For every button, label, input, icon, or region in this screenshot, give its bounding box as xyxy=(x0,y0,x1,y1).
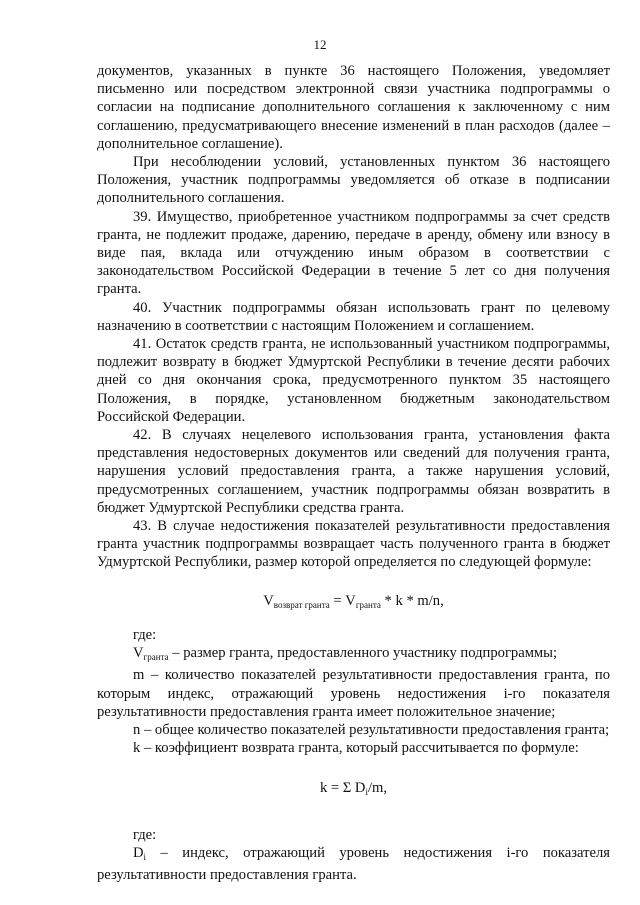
definition-m: m – количество показателей результативности предоставления гранта, по которым индекс, отражающий уровень недостижения i-го показателя результативности предоставления гранта имеет положительное значение; xyxy=(97,667,610,720)
definition-d-text: – индекс, отражающий уровень недостижения i-го показателя результативности предоставления гранта. xyxy=(97,844,610,883)
paragraph-continuation: документов, указанных в пункте 36 настоящего Положения, уведомляет письменно или посредством электронной связи участника подпрограммы о согласии на подписание дополнительного соглашения к заключенному с ним соглашению, предусматривающего внесение изменений в план расходов (далее – дополнительное соглашение). xyxy=(97,63,610,152)
paragraph-42: 42. В случаях нецелевого использования гранта, установления факта представления недостоверных документов или сведений для получения гранта, нарушения условий предоставления гранта, а также нарушения условий, предусмотренных соглашением, участник подпрограммы обязан возвратить в бюджет Удмуртской Республики средства гранта. xyxy=(97,427,610,516)
formula-k-sub: i xyxy=(365,787,368,798)
formula-refund xyxy=(97,592,610,614)
formula-k-post: /m, xyxy=(367,780,388,797)
document-body xyxy=(97,62,610,884)
paragraph-40: 40. Участник подпрограммы обязан использовать грант по целевому назначению в соответствии с настоящим Положением и соглашением. xyxy=(97,299,610,334)
formula-v: V xyxy=(263,592,274,609)
definition-n: n – общее количество показателей результативности предоставления гранта; xyxy=(133,721,610,738)
paragraph-41: 41. Остаток средств гранта, не использованный участником подпрограммы, подлежит возврату в бюджет Удмуртской Республики в течение десяти рабочих дней со дня окончания срока, предусмотренного пунктом 35 настоящего Положения, в порядке, установленном бюджетным законодательством Российской Федерации. xyxy=(97,336,610,425)
formula-k xyxy=(97,779,610,801)
formula-rest: * k * m/n, xyxy=(380,592,444,609)
definition-v xyxy=(97,644,610,666)
formula-sub-right: гранта xyxy=(355,599,381,610)
definition-d-subscript: i xyxy=(143,851,147,862)
where-label-2: где: xyxy=(133,826,157,843)
definition-d xyxy=(97,844,610,884)
formula-eq: = V xyxy=(329,592,356,609)
page-number: 12 xyxy=(313,37,327,52)
definition-symbol: V xyxy=(133,645,144,662)
definition-k: k – коэффициент возврата гранта, который рассчитывается по формуле: xyxy=(133,740,579,757)
paragraph-43: 43. В случае недостижения показателей результативности предоставления гранта участник подпрограммы возвращает часть полученного гранта в бюджет Удмуртской Республики, размер которой определяется по следующей формуле: xyxy=(97,518,610,571)
definition-d-symbol: D xyxy=(133,844,144,861)
definition-text: – размер гранта, предоставленного участнику подпрограммы; xyxy=(168,645,558,662)
paragraph-39: 39. Имущество, приобретенное участником подпрограммы за счет средств гранта, не подлежит продаже, дарению, передаче в аренду, обмену или взносу в виде пая, вклада или отчуждению иным образом в соответствии с законодательством Российской Федерации в течение 5 лет со дня получения гранта. xyxy=(97,208,610,298)
where-label: где: xyxy=(133,626,157,643)
definition-subscript: гранта xyxy=(143,652,169,663)
paragraph: При несоблюдении условий, установленных пунктом 36 настоящего Положения, участник подпрограммы уведомляется об отказе в подписании дополнительного соглашения. xyxy=(97,154,610,207)
formula-sub-left: возврат гранта xyxy=(273,599,330,610)
formula-k-pre: k = Σ D xyxy=(319,780,366,797)
